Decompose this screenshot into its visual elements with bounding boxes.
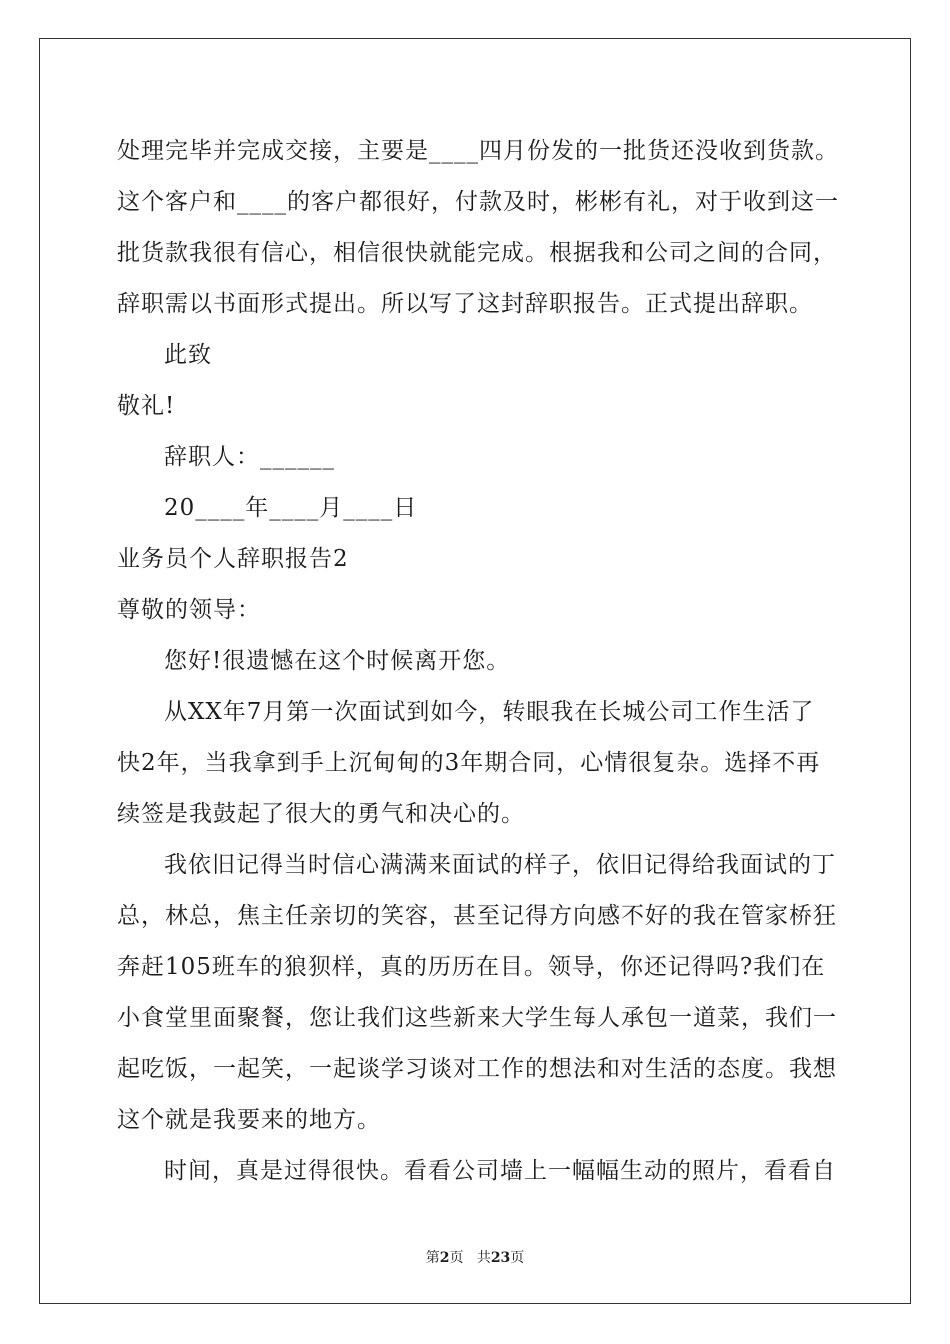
- text-line: 小食堂里面聚餐，您让我们这些新来大学生每人承包一道菜，我们一: [117, 1005, 837, 1031]
- text-line: 您好!很遗憾在这个时候离开您。: [164, 648, 511, 674]
- text-line: 奔赶105班车的狼狈样，真的历历在目。领导，你还记得吗?我们在: [117, 954, 826, 980]
- text-line: 这个客户和____的客户都很好，付款及时，彬彬有礼，对于收到这一: [117, 189, 839, 215]
- text-line: 批货款我很有信心，相信很快就能完成。根据我和公司之间的合同，: [117, 240, 837, 266]
- text-line: 辞职需以书面形式提出。所以写了这封辞职报告。正式提出辞职。: [117, 291, 813, 317]
- text-line: 续签是我鼓起了很大的勇气和决心的。: [117, 801, 525, 827]
- text-line: 这个就是我要来的地方。: [117, 1107, 381, 1133]
- document-body: [117, 126, 837, 1197]
- date-line: 20____年____月____日: [164, 495, 418, 521]
- greeting: 尊敬的领导：: [117, 597, 261, 623]
- text-line: 快2年，当我拿到手上沉甸甸的3年期合同，心情很复杂。选择不再: [117, 750, 821, 776]
- text-line: 总，林总，焦主任亲切的笑容，甚至记得方向感不好的我在管家桥狂: [117, 903, 837, 929]
- text-line: 我依旧记得当时信心满满来面试的样子，依旧记得给我面试的丁: [164, 852, 836, 878]
- total-pages: 23: [490, 1250, 511, 1266]
- signature-line: 辞职人：______: [164, 444, 335, 470]
- closing-salutation: 此致: [164, 342, 212, 368]
- total-prefix: 共: [476, 1250, 491, 1266]
- page-prefix: 第: [425, 1250, 440, 1266]
- total-suffix: 页: [510, 1250, 525, 1266]
- page-suffix: 页: [449, 1250, 464, 1266]
- closing-regards: 敬礼!: [117, 393, 176, 419]
- page-footer: [0, 1247, 950, 1267]
- page-number: 2: [439, 1250, 450, 1266]
- section-title: 业务员个人辞职报告2: [117, 546, 349, 572]
- text-line: 处理完毕并完成交接，主要是____四月份发的一批货还没收到货款。: [117, 138, 839, 164]
- text-line: 从XX年7月第一次面试到如今，转眼我在长城公司工作生活了: [164, 699, 815, 725]
- text-line: 起吃饭，一起笑，一起谈学习谈对工作的想法和对生活的态度。我想: [117, 1056, 837, 1082]
- text-line: 时间，真是过得很快。看看公司墙上一幅幅生动的照片，看看自: [164, 1158, 836, 1184]
